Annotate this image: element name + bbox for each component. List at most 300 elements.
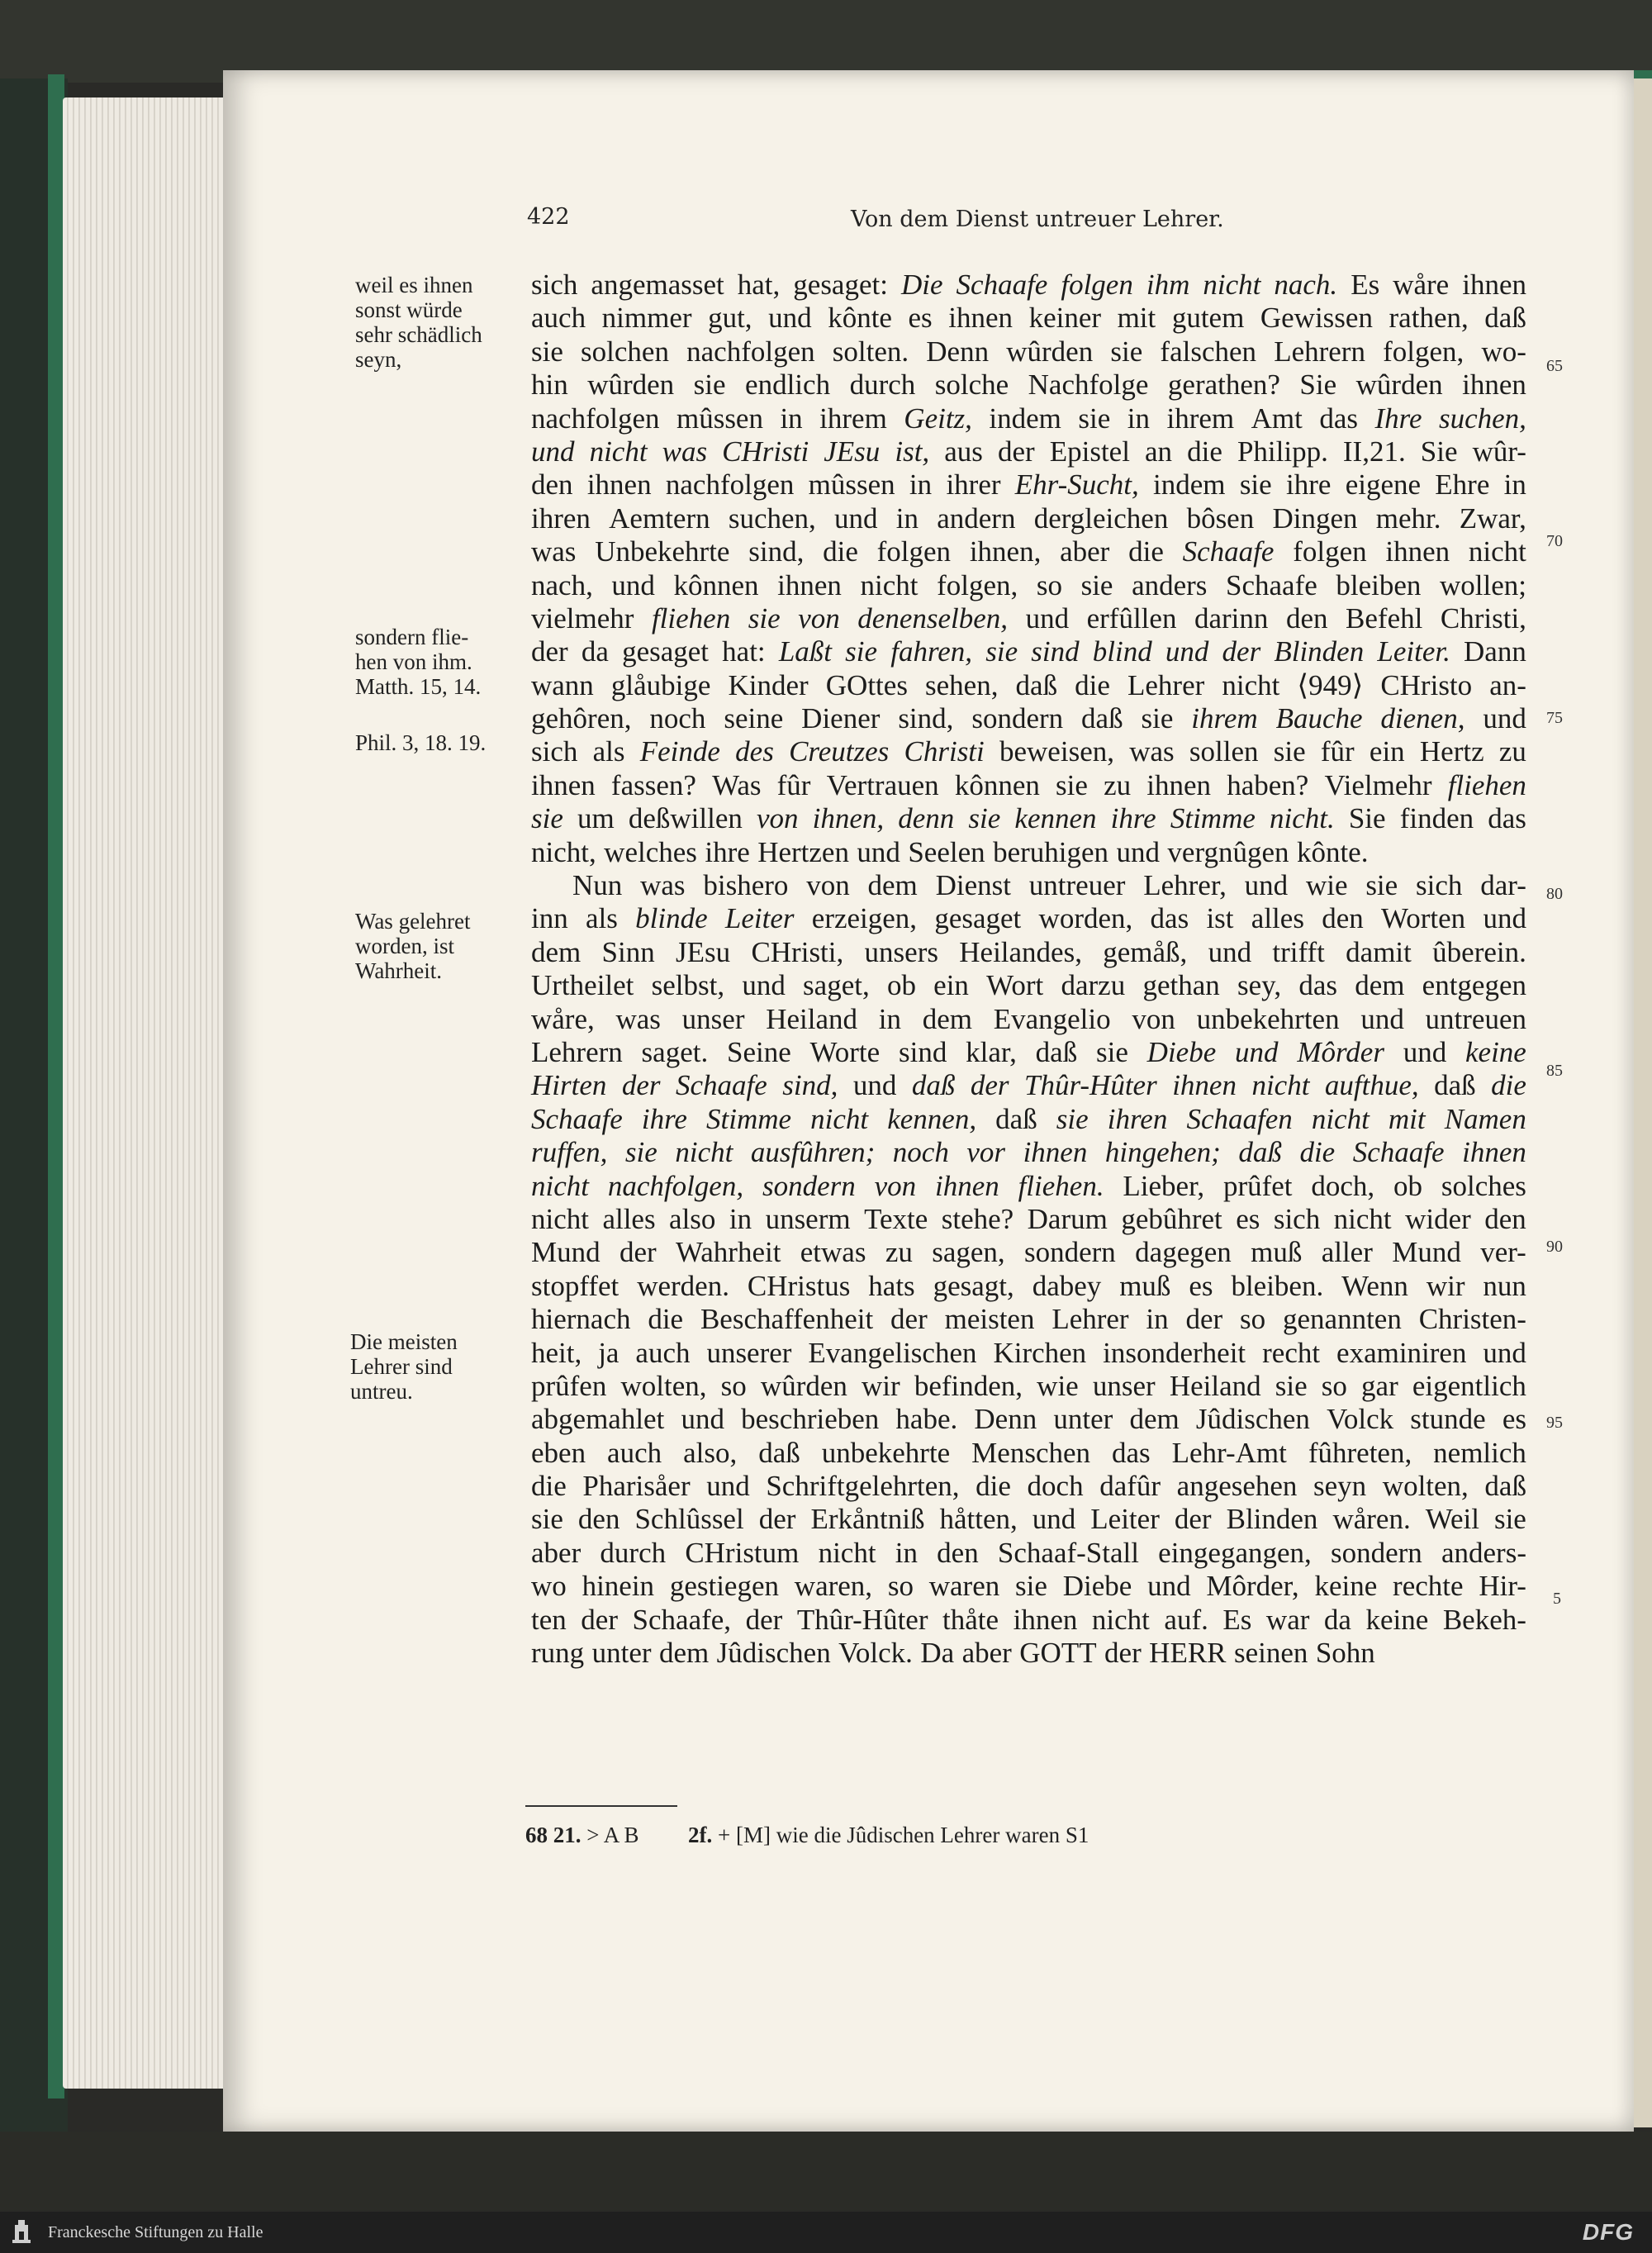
viewer-footer	[0, 2212, 1652, 2253]
word: in	[1146, 1303, 1169, 1336]
word: daß	[1484, 302, 1526, 335]
word: ihre	[641, 1102, 687, 1135]
word: ihnen	[586, 468, 652, 501]
word: stopffet	[531, 1269, 620, 1302]
word: Stimme	[1170, 802, 1256, 835]
word: in	[895, 1536, 918, 1569]
word: falschen	[1160, 335, 1257, 368]
word: und	[1483, 702, 1526, 735]
word: anders-	[1441, 1536, 1526, 1569]
word: gesaget:	[793, 269, 888, 301]
word: GOttes	[825, 668, 908, 701]
word: es	[1502, 1403, 1526, 1436]
word: meisten	[944, 1303, 1035, 1336]
text-line	[531, 1270, 1526, 1303]
word: welches	[604, 835, 697, 868]
word: und	[1116, 835, 1160, 868]
word: daß	[1015, 668, 1058, 701]
word: habe.	[895, 1403, 958, 1436]
word: unter	[591, 1637, 652, 1670]
word: die	[976, 1470, 1011, 1503]
word: unser	[681, 1002, 745, 1035]
word: Christi,	[1440, 601, 1526, 635]
word: der	[997, 435, 1035, 468]
word: ihrem	[819, 402, 887, 435]
word: CHristo	[1380, 668, 1473, 701]
text-line	[531, 936, 1526, 969]
word: und	[768, 302, 812, 335]
word: und	[611, 568, 655, 601]
word: sie	[1096, 1035, 1128, 1068]
margin-note: sondern flie- hen von ihm. Matth. 15, 14.	[355, 625, 482, 699]
word: Ihre	[1374, 402, 1422, 435]
word: bleiben.	[1231, 1269, 1324, 1302]
word: JEsu	[824, 435, 881, 468]
word: untreuer	[1028, 869, 1126, 902]
word: hats	[868, 1269, 915, 1302]
word: folgen	[876, 535, 952, 568]
word: ihnen	[948, 302, 1013, 335]
word: in	[895, 501, 919, 535]
word: an	[1145, 435, 1173, 468]
text-line	[531, 335, 1526, 368]
word: wir	[862, 1369, 900, 1402]
word: Vertrauen	[826, 768, 939, 801]
word: als	[586, 902, 618, 935]
word: aus	[944, 435, 983, 468]
word: hin	[531, 368, 568, 402]
word: und	[1235, 1035, 1279, 1068]
word: daß	[1081, 702, 1123, 735]
word: kônnen	[673, 568, 759, 601]
word: in	[1127, 402, 1150, 435]
word: sind	[1031, 635, 1080, 668]
word: CHristi,	[751, 935, 844, 968]
text-line	[531, 368, 1526, 402]
word: Nun	[572, 869, 623, 902]
word: ein	[933, 969, 969, 1002]
word: und	[706, 1470, 750, 1503]
word: Mund	[1392, 1236, 1461, 1269]
word: thåte	[942, 1603, 999, 1636]
word: sie	[693, 368, 726, 402]
word: aller	[1321, 1236, 1373, 1269]
word: es	[1236, 1202, 1260, 1235]
word: gestiegen	[669, 1570, 780, 1603]
word: haben?	[1227, 768, 1309, 801]
word: ihm	[1146, 269, 1190, 301]
text-line	[531, 1403, 1526, 1436]
word: und	[1025, 601, 1070, 635]
book-bottom	[0, 2132, 1652, 2210]
text-line	[531, 468, 1526, 501]
word: Vielmehr	[1324, 768, 1432, 801]
word: so	[720, 1369, 747, 1402]
word: insonderheit	[1103, 1336, 1246, 1369]
word: Volck.	[838, 1637, 913, 1670]
word: muß	[1251, 1236, 1303, 1269]
word: ihnen,	[969, 535, 1042, 568]
word: und	[681, 1403, 724, 1436]
word: stehe?	[941, 1202, 1014, 1235]
word: also,	[683, 1436, 738, 1469]
word: keine	[1365, 1603, 1429, 1636]
margin-note: Was gelehret worden, ist Wahrheit.	[355, 909, 471, 983]
word: die	[823, 535, 858, 568]
line-number: 90	[1546, 1238, 1563, 1256]
word: sich	[531, 735, 578, 768]
word: nicht	[1311, 1102, 1370, 1135]
word: Urtheilet	[531, 969, 634, 1002]
word: deßwillen	[628, 802, 743, 835]
word: sie	[1056, 1102, 1089, 1135]
word: sie	[1015, 1570, 1047, 1603]
word: sie	[531, 802, 563, 835]
word: von	[806, 869, 850, 902]
word: aber	[961, 1637, 1012, 1670]
word: stunde	[1410, 1403, 1486, 1436]
word: und	[531, 435, 575, 468]
word: saget,	[803, 969, 870, 1002]
word: nicht	[1091, 1603, 1150, 1636]
word: ihnen	[934, 1169, 999, 1202]
word: Schaafe	[1182, 535, 1275, 568]
word: was	[640, 869, 686, 902]
word: Wenn	[1341, 1269, 1408, 1302]
word: glåubige	[610, 668, 711, 701]
word: dagegen	[1135, 1236, 1232, 1269]
word: JEsu	[676, 935, 731, 968]
word: da	[581, 635, 609, 668]
word: dem	[1355, 969, 1405, 1002]
word: nicht	[818, 1536, 876, 1569]
word: sie	[1273, 735, 1306, 768]
word: noch	[649, 702, 706, 735]
text-line	[531, 435, 1526, 468]
word: inn	[531, 902, 568, 935]
word: Hir-	[1479, 1570, 1526, 1603]
word: ihnen	[1462, 368, 1526, 402]
word: wolten,	[620, 1369, 707, 1402]
footnote-ref: 2f.	[688, 1823, 713, 1847]
word: Feinde	[639, 735, 720, 768]
word: der	[531, 635, 568, 668]
word: sie	[1493, 1503, 1526, 1536]
word: nicht	[589, 435, 648, 468]
word: suchen,	[728, 501, 816, 535]
word: vor	[966, 1136, 1006, 1169]
word: Worten	[1381, 902, 1466, 935]
word: gut,	[708, 302, 752, 335]
word: unsers	[864, 935, 938, 968]
word: Nachfolge	[1028, 368, 1149, 402]
word: Schlûssel	[634, 1503, 744, 1536]
word: unser	[1092, 1369, 1156, 1402]
word: und	[1483, 902, 1526, 935]
word: abgemahlet	[531, 1403, 665, 1436]
word: der	[890, 1303, 928, 1336]
word: dar-	[1480, 869, 1526, 902]
word: auf.	[1164, 1603, 1208, 1636]
word: fûr	[776, 768, 811, 801]
word: nicht	[1468, 535, 1526, 568]
text-line	[531, 1470, 1526, 1503]
text-line	[531, 869, 1526, 902]
word: saget.	[641, 1035, 709, 1068]
text-line	[531, 1337, 1526, 1370]
word: Gewissen	[1260, 302, 1373, 335]
word: mûssen	[676, 402, 763, 435]
word: und	[1147, 1570, 1191, 1603]
word: an-	[1489, 668, 1526, 701]
text-line	[531, 602, 1526, 635]
footer-institution	[0, 2217, 263, 2247]
word: Hertzen	[757, 835, 849, 868]
word: Schaafe	[676, 1069, 767, 1102]
word: Môrder	[1297, 1035, 1384, 1068]
word: suchen,	[1438, 402, 1526, 435]
word: seinen	[1233, 1637, 1308, 1670]
word: erzeigen,	[811, 902, 918, 935]
word: sie	[1275, 1369, 1308, 1402]
word: ja	[598, 1336, 620, 1369]
word: Lehr-Amt	[1171, 1436, 1287, 1469]
line-number: 80	[1546, 885, 1563, 903]
word: die	[1299, 1136, 1336, 1169]
word: wolten,	[1382, 1470, 1469, 1503]
word: eingegangen,	[1158, 1536, 1312, 1569]
word: andern	[937, 501, 1016, 535]
word: ihrem	[1191, 702, 1258, 735]
word: alles	[602, 1202, 656, 1235]
word: wie	[1037, 1369, 1079, 1402]
word: Wahrheit	[676, 1236, 781, 1269]
text-line	[531, 1303, 1526, 1336]
word: examiniren	[1336, 1336, 1467, 1369]
word: wir	[1426, 1269, 1465, 1302]
word: gemåß,	[1103, 935, 1188, 968]
word: ihren	[531, 501, 591, 535]
text-line	[531, 1570, 1526, 1603]
word: ihrem	[1166, 402, 1235, 435]
word: Leiter	[1090, 1503, 1160, 1536]
word: durch	[600, 1536, 667, 1569]
word: werden.	[637, 1269, 729, 1302]
text-line	[531, 302, 1526, 335]
word: Zwar,	[1459, 501, 1526, 535]
word: Was	[712, 768, 762, 801]
word: ver-	[1480, 1236, 1526, 1269]
text-line	[531, 769, 1526, 802]
word: nicht	[531, 1169, 589, 1202]
word: anders	[1132, 568, 1208, 601]
text-line	[531, 669, 1526, 702]
word: sie	[1080, 568, 1113, 601]
word: daß	[1484, 1470, 1526, 1503]
word: aber	[1060, 535, 1110, 568]
word: Stimme	[706, 1102, 792, 1135]
word: sie	[1239, 468, 1272, 501]
word: den	[531, 468, 573, 501]
dfg-logo: DFG	[1582, 2219, 1634, 2245]
word: dem	[531, 935, 582, 968]
word: ihnen	[1013, 1603, 1078, 1636]
word: so	[1036, 568, 1062, 601]
word: die	[1128, 535, 1164, 568]
word: sagen,	[932, 1236, 1005, 1269]
word: ihnen	[1023, 1136, 1088, 1169]
text-line	[531, 1537, 1526, 1570]
footnote-rule	[525, 1805, 677, 1807]
word: Seine	[727, 1035, 791, 1068]
word: Thûr-Hûter	[1024, 1069, 1157, 1102]
word: auch	[531, 302, 586, 335]
word: fûhreten,	[1308, 1436, 1412, 1469]
word: sondern	[971, 702, 1064, 735]
word: Bekeh-	[1442, 1603, 1526, 1636]
word: ob	[1393, 1169, 1423, 1202]
word: von	[756, 802, 799, 835]
margin-note: weil es ihnen sonst würde sehr schädlich seyn,	[355, 273, 482, 372]
word: bôsen	[1186, 501, 1255, 535]
word: was	[531, 535, 577, 568]
word: Unbekehrte	[595, 535, 730, 568]
word: Blinden	[1274, 635, 1365, 668]
word: Heiland	[766, 1002, 858, 1035]
word: die	[1491, 1069, 1526, 1102]
running-title: Von dem Dienst untreuer Lehrer.	[851, 207, 1224, 232]
word: auch	[635, 1336, 691, 1369]
text-line	[531, 1069, 1526, 1102]
word: Es	[1222, 1603, 1252, 1636]
word: Christi	[904, 735, 985, 768]
word: also	[669, 1202, 716, 1235]
word: mehr.	[1375, 501, 1441, 535]
word: CHristi	[722, 435, 809, 468]
word: die	[1187, 435, 1222, 468]
word: befinden,	[914, 1369, 1023, 1402]
word: wåren.	[1332, 1503, 1411, 1536]
word: Texte	[864, 1202, 928, 1235]
word: mit	[1388, 1102, 1426, 1135]
word: den	[1484, 1202, 1526, 1235]
word: Sinn	[601, 935, 655, 968]
word: Evangelio	[993, 1002, 1111, 1035]
word: ausfûhren;	[750, 1136, 876, 1169]
word: der	[581, 1603, 618, 1636]
word: das	[1112, 1436, 1151, 1469]
word: des	[735, 735, 774, 768]
word: sie	[1141, 702, 1174, 735]
word: Heilandes,	[959, 935, 1082, 968]
word: dem	[922, 1002, 972, 1035]
text-line	[531, 1370, 1526, 1403]
word: folgen	[1293, 535, 1367, 568]
word: dergleichen	[1033, 501, 1169, 535]
word: keine	[1465, 1035, 1526, 1068]
word: fliehen.	[1018, 1169, 1104, 1202]
word: unbekehrten	[1196, 1002, 1340, 1035]
word: unserm	[765, 1202, 851, 1235]
word: fassen?	[610, 768, 696, 801]
word: gutem	[1171, 302, 1245, 335]
word: gerathen?	[1167, 368, 1280, 402]
word: daß	[758, 1436, 800, 1469]
text-line	[531, 1103, 1526, 1136]
word: nachfolgen	[686, 335, 815, 368]
word: sehen,	[925, 668, 999, 701]
word: wûrden	[760, 1369, 847, 1402]
word: sollen	[1189, 735, 1259, 768]
word: Philipp.	[1237, 435, 1328, 468]
word: Hirten	[531, 1069, 607, 1102]
word: sie	[531, 335, 563, 368]
word: gar	[1361, 1369, 1398, 1402]
text-line	[531, 836, 1526, 869]
word: worden,	[1038, 902, 1133, 935]
word: gesagt,	[933, 1269, 1014, 1302]
word: solches	[1441, 1169, 1526, 1202]
word: daß	[911, 1069, 956, 1102]
word: Schaafen	[1186, 1102, 1293, 1135]
line-number: 65	[1546, 357, 1563, 375]
word: nicht	[531, 1202, 589, 1235]
word: das	[1298, 969, 1337, 1002]
word: Worte	[809, 1035, 881, 1068]
word: noch	[892, 1136, 949, 1169]
word: gethan	[1142, 969, 1220, 1002]
word: wåre,	[531, 1002, 595, 1035]
word: ihre	[705, 835, 750, 868]
word: Darum	[1027, 1202, 1108, 1235]
word: wo-	[1481, 335, 1526, 368]
word: sie	[985, 635, 1018, 668]
word: keiner	[1028, 302, 1102, 335]
word: Lehrer	[1051, 1303, 1129, 1336]
word: nicht	[1333, 1202, 1392, 1235]
margin-note: Die meisten Lehrer sind untreu.	[350, 1329, 458, 1404]
word: rathen,	[1389, 302, 1469, 335]
word: solche	[934, 368, 1009, 402]
word: hingehen;	[1104, 1136, 1221, 1169]
word: den	[1285, 601, 1328, 635]
word: Schaafe	[1226, 568, 1317, 601]
word: der	[1185, 1303, 1223, 1336]
word: ihnen,	[812, 802, 885, 835]
text-line	[531, 1203, 1526, 1236]
text-line	[531, 802, 1526, 835]
word: als	[592, 735, 625, 768]
line-number: 95	[1546, 1414, 1563, 1432]
word: zu	[885, 1236, 913, 1269]
word: und	[852, 1069, 897, 1102]
word: sie	[624, 1136, 657, 1169]
word: nemlich	[1433, 1436, 1526, 1469]
word: Befehl	[1346, 601, 1423, 635]
word: den	[1322, 902, 1364, 935]
word: bishero	[703, 869, 789, 902]
word: in	[878, 1002, 901, 1035]
word: dienen,	[1380, 702, 1465, 735]
word: darzu	[1061, 969, 1126, 1002]
word: zu	[1498, 735, 1526, 768]
word: die	[648, 1303, 684, 1336]
word: fahren,	[890, 635, 973, 668]
text-line	[531, 735, 1526, 768]
word: der	[970, 1069, 1009, 1102]
line-number: 70	[1546, 532, 1563, 550]
word: keine	[1314, 1570, 1378, 1603]
